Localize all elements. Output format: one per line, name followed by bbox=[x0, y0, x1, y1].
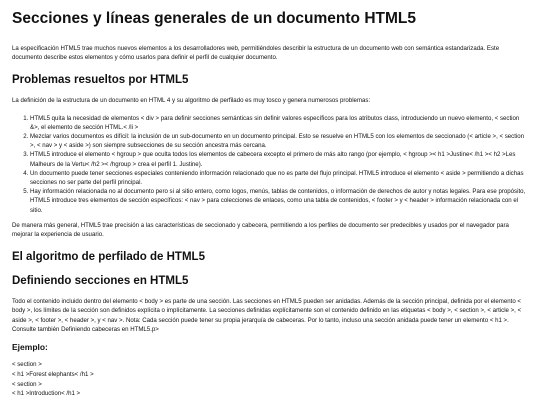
list-item: 3. HTML5 introduce el elemento < hgroup > que oculta todos los elementos de cabecera excepto el primero de más alto rango (por ejemplo, < hgroup >< h1 >Justine< /h1 >< h2 >Les Malheurs de la Vertu< /h2 >< /hgroup > crea el perfil 1. Justine). bbox=[30, 150, 528, 168]
code-line: < section > bbox=[12, 361, 42, 369]
example-heading: Ejemplo: bbox=[12, 342, 48, 353]
list-item: 1. HTML5 quita la necesidad de elementos < div > para definir secciones semánticas sin definir valores específicos para los atributos class, introduciendo un nuevo elemento, < section &>, el elemento de sección HTML.< /li > bbox=[30, 114, 528, 132]
list-item: 5. Hay información relacionada no al documento pero si al sitio entero, como logos, menús, tablas de contenidos, o información de derechos de autor y notas legales. Para ese propósito, HTML5 introduce tres elementos de sección específicos: < nav > para colecciones de enlaces, como una tabla de contenidos, < footer > y < header > información relacionada con el sitio. bbox=[30, 187, 528, 215]
intro-paragraph: La especificación HTML5 trae muchos nuevos elementos a los desarrolladores web, permitiéndoles describir la estructura de un documento web con semántica estandarizada. Este documento describe estos elementos y cómo usarlos para definir el perfil de cualquier documento. bbox=[12, 45, 500, 62]
list-item: 2. Mezclar varios documentos es difícil: la inclusión de un sub-documento en un documento principal. Esto se resuelve en HTML5 con los elementos de seccionado (< article >, < section >, < nav > y < aside >) son siempre subsecciones de su sección ancestra más cercana. bbox=[30, 132, 528, 150]
code-line: < h1 >Introduction< /h1 > bbox=[12, 390, 81, 398]
summary-paragraph: De manera más general, HTML5 trae precisión a las características de seccionado y cabecera, permitiendo a los perfiles de documento ser predecibles y usados por el navegador para mejorar la experiencia de usuario. bbox=[12, 221, 509, 239]
section-heading-defining: Definiendo secciones en HTML5 bbox=[12, 275, 189, 288]
page-title: Secciones y líneas generales de un documento HTML5 bbox=[12, 10, 416, 27]
code-line: < section > bbox=[12, 380, 42, 388]
problems-lead-paragraph: La definición de la estructura de un documento en HTML 4 y su algoritmo de perfilado es muy tosco y genera numerosos problemas: bbox=[12, 97, 371, 105]
example-code-block bbox=[12, 360, 528, 399]
section-heading-algorithm: El algoritmo de perfilado de HTML5 bbox=[12, 251, 205, 264]
section-heading-problems: Problemas resueltos por HTML5 bbox=[12, 74, 189, 87]
defining-paragraph: Todo el contenido incluido dentro del elemento < body > es parte de una sección. Las secciones en HTML5 pueden ser anidadas. Además de la sección principal, definida por el elemento < body >, los límites de la sección son definidos explícita o implícitamente. La secciones definidas explícitamente son el contenido definido en las etiquetas < body >, < section >, < article >, < aside >, < footer >, < header >, y < nav >. Nota: Cada sección puede tener su propia jerarquía de cabeceras. Por lo tanto, incluso una sección anidada puede tener un elemento < h1 >. Consulte también Definiendo cabeceras en HTML5.p> bbox=[12, 298, 522, 333]
code-line: < h1 >Forest elephants< /h1 > bbox=[12, 370, 94, 378]
list-item: 4. Un documento puede tener secciones especiales conteniendo información relacionado que no es parte del flujo principal. HTML5 introduce el elemento < aside > permitiendo a dichas secciones no ser parte del perfil principal. bbox=[30, 169, 528, 187]
problems-list bbox=[12, 114, 528, 215]
